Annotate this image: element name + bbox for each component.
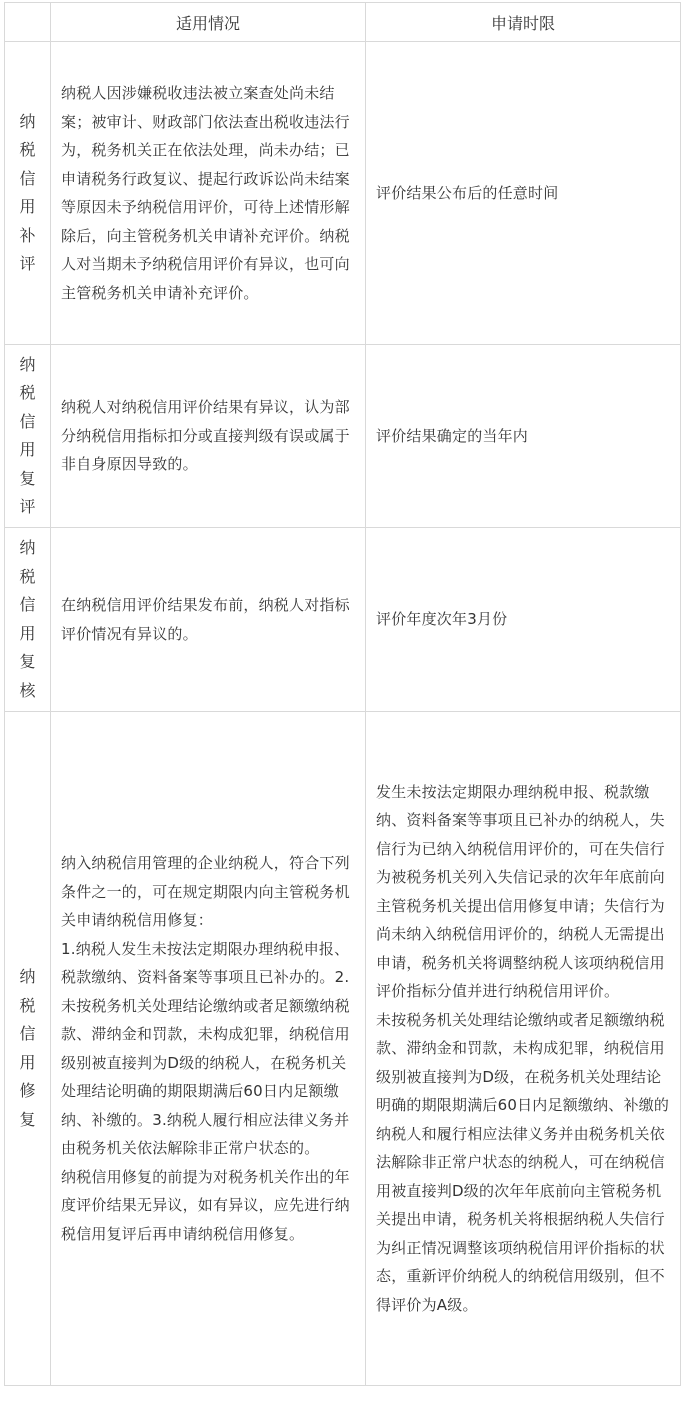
deadline-text-1: 发生未按法定期限办理纳税申报、税款缴纳、资料备案等事项且已补办的纳税人，失信行为已纳入纳税信用评价的，可在失信行为被税务机关列入失信记录的次年年底前向主管税务机关提出信用修复申请；失信行为尚未纳入纳税信用评价的，纳税人无需提出申请，税务机关将调整纳税人该项纳税信用评价指标分值并进行纳税信用评价。 xyxy=(376,782,665,1001)
conditions-text: 纳税人因涉嫌税收违法被立案查处尚未结案；被审计、财政部门依法查出税收违法行为，税务机关正在依法处理，尚未办结；已申请税务行政复议、提起行政诉讼尚未结案等原因未予纳税信用评价，可待上述情形解除后，向主管税务机关申请补充评价。纳税人对当期未予纳税信用评价有异议，也可向主管税务机关申请补充评价。 xyxy=(61,84,350,302)
row-type-cell xyxy=(5,528,51,712)
row-type-label: 纳税信用补评 xyxy=(19,111,36,273)
header-type xyxy=(5,3,51,42)
row-deadline-cell xyxy=(366,528,681,712)
row-conditions-cell xyxy=(51,345,366,528)
deadline-text: 评价结果公布后的任意时间 xyxy=(376,183,559,202)
table-header-row xyxy=(5,3,681,42)
row-type-cell xyxy=(5,42,51,345)
row-deadline-cell xyxy=(366,712,681,1386)
row-type-label: 纳税信用修复 xyxy=(19,967,36,1129)
conditions-intro-text: 纳入纳税信用管理的企业纳税人，符合下列条件之一的，可在规定期限内向主管税务机关申请纳税信用修复： xyxy=(61,854,350,929)
table-row xyxy=(5,528,681,712)
row-conditions-cell xyxy=(51,528,366,712)
row-type-label: 纳税信用复核 xyxy=(19,538,36,700)
deadline-text: 评价年度次年3月份 xyxy=(376,610,508,629)
conditions-text: 纳税人对纳税信用评价结果有异议，认为部分纳税信用指标扣分或直接判级有误或属于非自身原因导致的。 xyxy=(61,398,350,474)
header-conditions: 适用情况 xyxy=(51,3,366,42)
row-conditions-cell xyxy=(51,42,366,345)
tax-credit-table xyxy=(4,2,681,1386)
row-conditions-cell xyxy=(51,712,366,1386)
conditions-text: 在纳税信用评价结果发布前，纳税人对指标评价情况有异议的。 xyxy=(61,596,350,643)
conditions-list-text: 1.纳税人发生未按法定期限办理纳税申报、税款缴纳、资料备案等事项且已补办的。2.未按税务机关处理结论缴纳或者足额缴纳税款、滞纳金和罚款，未构成犯罪，纳税信用级别被直接判为D级的纳税人，在税务机关处理结论明确的期限期满后60日内足额缴纳、补缴的。3.纳税人履行相应法律义务并由税务机关依法解除非正常户状态的。 xyxy=(61,939,350,1157)
deadline-text: 评价结果确定的当年内 xyxy=(376,426,529,445)
header-deadline: 申请时限 xyxy=(366,3,681,42)
row-type-cell xyxy=(5,345,51,528)
table-row xyxy=(5,712,681,1386)
table-row xyxy=(5,42,681,345)
conditions-note-text: 纳税信用修复的前提为对税务机关作出的年度评价结果无异议，如有异议，应先进行纳税信用复评后再申请纳税信用修复。 xyxy=(61,1167,350,1243)
row-type-label: 纳税信用复评 xyxy=(19,354,36,516)
row-deadline-cell xyxy=(366,42,681,345)
table-row xyxy=(5,345,681,528)
deadline-text-2: 未按税务机关处理结论缴纳或者足额缴纳税款、滞纳金和罚款，未构成犯罪，纳税信用级别被直接判为D级，在税务机关处理结论明确的期限期满后60日内足额缴纳、补缴的纳税人和履行相应法律义务并由税务机关依法解除非正常户状态的纳税人，可在纳税信用被直接判D级的次年年底前向主管税务机关提出申请，税务机关将根据纳税人失信行为纠正情况调整该项纳税信用评价指标的状态，重新评价纳税人的纳税信用级别，但不得评价为A级。 xyxy=(376,1010,670,1314)
row-deadline-cell xyxy=(366,345,681,528)
row-type-cell xyxy=(5,712,51,1386)
